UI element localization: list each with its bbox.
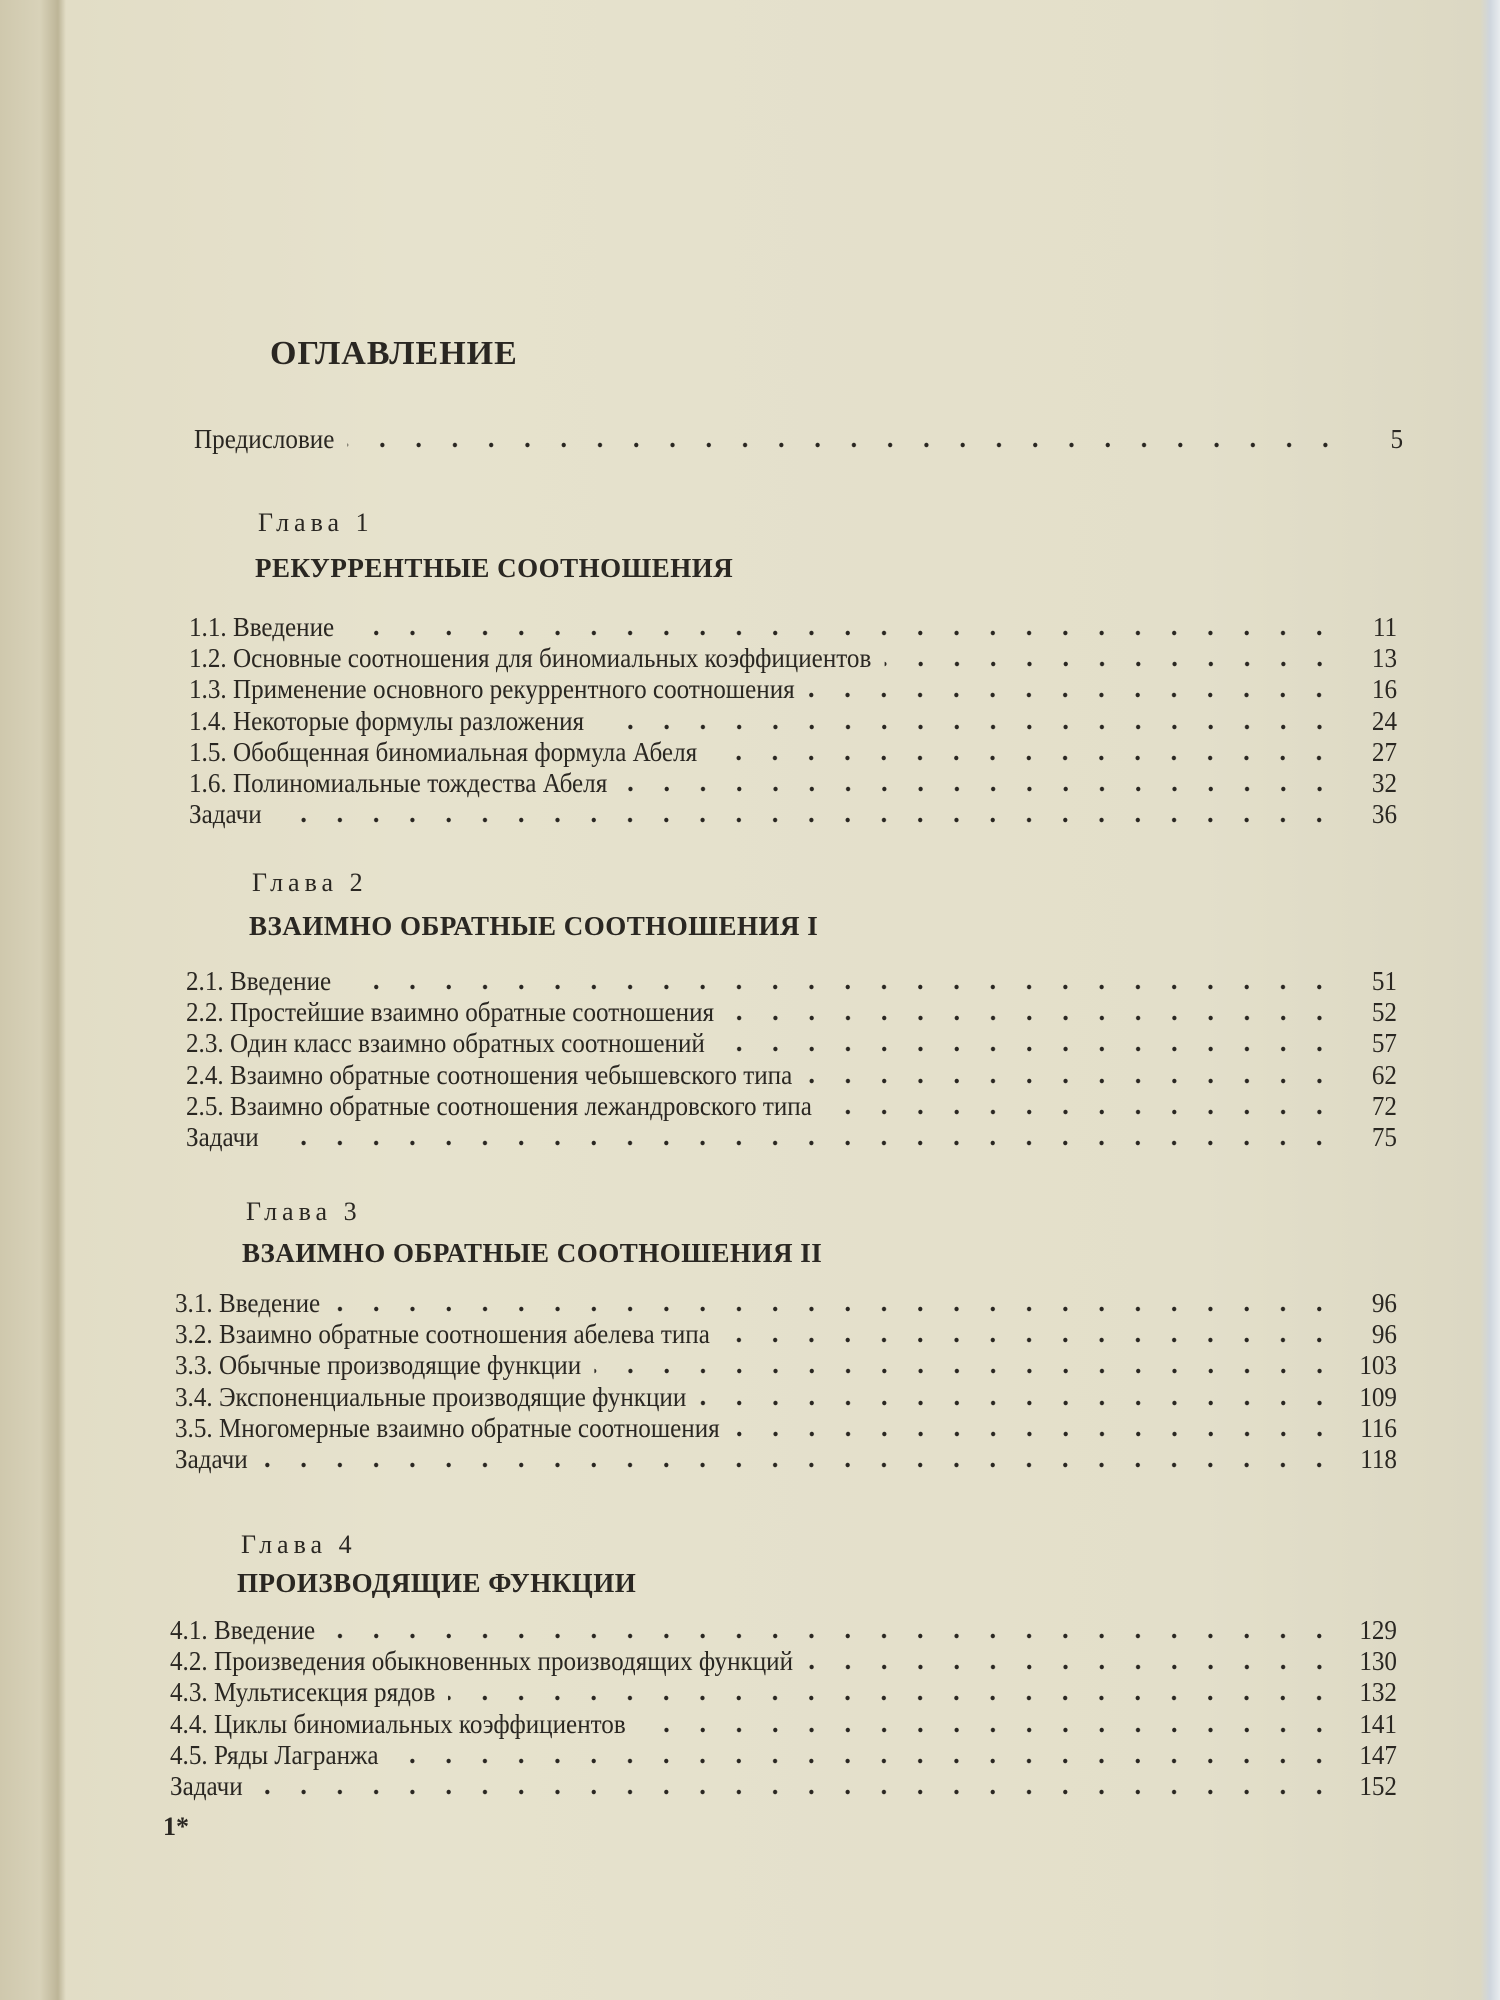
page-title: ОГЛАВЛЕНИЕ <box>270 335 518 372</box>
entry-page: 32 <box>1371 768 1397 798</box>
entry-page: 27 <box>1371 736 1397 767</box>
dot-leader <box>448 1694 1337 1702</box>
toc-entry <box>186 997 1397 1028</box>
entry-page: 103 <box>1359 1350 1397 1381</box>
dot-leader <box>597 723 1337 731</box>
entry-label: Задачи <box>189 799 262 830</box>
dot-leader <box>344 983 1337 991</box>
chapter-title: ПРОИЗВОДЯЩИЕ ФУНКЦИИ <box>237 1568 637 1598</box>
entry-page: 24 <box>1371 705 1397 736</box>
dot-leader <box>639 1726 1338 1734</box>
entry-page: 130 <box>1359 1646 1397 1677</box>
chapter-number: Глава 4 <box>241 1530 357 1559</box>
toc-entry <box>186 966 1397 997</box>
chapter-title: ВЗАИМНО ОБРАТНЫЕ СООТНОШЕНИЯ I <box>249 911 819 941</box>
dot-leader <box>710 754 1337 762</box>
toc-entry <box>170 1709 1397 1740</box>
entry-label: 3.3. Обычные производящие функции <box>175 1350 582 1381</box>
entry-page: 75 <box>1371 1122 1397 1152</box>
entry-label: 1.1. Введение <box>189 612 335 642</box>
dot-leader <box>806 1663 1337 1671</box>
dot-leader <box>805 1077 1337 1085</box>
dot-leader <box>699 1399 1337 1407</box>
entry-label: 3.4. Экспоненциальные производящие функции <box>175 1381 687 1412</box>
entry-label: 4.3. Мультисекция рядов <box>170 1677 436 1708</box>
entry-page: 109 <box>1359 1381 1397 1412</box>
dot-leader <box>727 1014 1337 1022</box>
dot-leader <box>594 1367 1337 1375</box>
entry-page: 96 <box>1371 1319 1397 1350</box>
printer-signature: 1* <box>163 1812 189 1841</box>
dot-leader <box>347 441 1343 449</box>
entry-page: 147 <box>1359 1739 1397 1770</box>
entry-page: 129 <box>1359 1615 1397 1645</box>
entry-page: 152 <box>1359 1771 1397 1801</box>
entry-page: 16 <box>1371 674 1397 705</box>
toc-entry <box>186 1028 1397 1059</box>
dot-leader <box>261 1461 1338 1469</box>
entry-page: 132 <box>1359 1677 1397 1708</box>
entry-label: 1.6. Полиномиальные тождества Абеля <box>189 768 608 798</box>
toc-entry <box>189 737 1397 768</box>
entry-page: 52 <box>1371 997 1397 1028</box>
chapter-title: ВЗАИМНО ОБРАТНЫЕ СООТНОШЕНИЯ II <box>242 1238 823 1268</box>
toc-entry <box>189 768 1397 799</box>
toc-entry <box>175 1288 1397 1319</box>
chapter-title: РЕКУРРЕНТНЫЕ СООТНОШЕНИЯ <box>255 553 734 583</box>
toc-entry <box>170 1646 1397 1677</box>
dot-leader <box>808 691 1338 699</box>
entry-page: 62 <box>1371 1059 1397 1090</box>
entry-label: 3.5. Многомерные взаимно обратные соотношения <box>175 1412 720 1443</box>
dot-leader <box>272 1139 1338 1147</box>
toc-entry <box>175 1413 1397 1444</box>
entry-page: 11 <box>1372 612 1397 642</box>
dot-leader <box>620 785 1337 793</box>
entry-label: 2.1. Введение <box>186 966 332 996</box>
toc-entry <box>170 1677 1397 1708</box>
toc-entry <box>186 1091 1397 1122</box>
entry-label: 1.3. Применение основного рекуррентного соотношения <box>189 674 795 705</box>
dot-leader <box>392 1757 1338 1765</box>
chapter-number: Глава 2 <box>252 868 368 897</box>
entry-label: 1.2. Основные соотношения для биномиальных коэффициентов <box>189 643 872 674</box>
dot-leader <box>723 1336 1338 1344</box>
entry-label: 1.4. Некоторые формулы разложения <box>189 705 585 736</box>
toc-entry <box>170 1615 1397 1646</box>
toc-entry <box>175 1319 1397 1350</box>
entry-label: Предисловие <box>194 424 335 454</box>
chapter-number: Глава 3 <box>246 1197 362 1226</box>
entry-page: 36 <box>1371 799 1397 830</box>
entry-label: 4.5. Ряды Лагранжа <box>170 1739 379 1770</box>
entry-label: Задачи <box>175 1444 248 1474</box>
toc-entry <box>170 1771 1397 1802</box>
toc-entry <box>175 1444 1397 1475</box>
toc-entry <box>189 612 1397 643</box>
entry-page: 141 <box>1359 1708 1397 1739</box>
chapter-number: Глава 1 <box>258 508 374 537</box>
toc-entry <box>186 1060 1397 1091</box>
toc-entry <box>189 674 1397 705</box>
entry-label: 3.1. Введение <box>175 1288 321 1318</box>
entry-label: Задачи <box>186 1122 259 1152</box>
toc-entry <box>175 1382 1397 1413</box>
dot-leader <box>275 816 1338 824</box>
toc-entry <box>189 799 1397 830</box>
entry-label: 2.4. Взаимно обратные соотношения чебышевского типа <box>186 1059 793 1090</box>
entry-label: 4.2. Произведения обыкновенных производящих функций <box>170 1646 794 1677</box>
toc-entry-preface <box>194 424 1403 455</box>
entry-page: 57 <box>1371 1028 1397 1059</box>
entry-page: 72 <box>1371 1090 1397 1121</box>
entry-page: 118 <box>1360 1444 1397 1474</box>
toc-entry <box>189 706 1397 737</box>
entry-page: 116 <box>1360 1412 1397 1443</box>
dot-leader <box>256 1788 1338 1796</box>
entry-label: 2.2. Простейшие взаимно обратные соотношения <box>186 997 715 1028</box>
toc-entry <box>186 1122 1397 1153</box>
dot-leader <box>825 1108 1338 1116</box>
dot-leader <box>718 1045 1338 1053</box>
entry-page: 51 <box>1371 966 1397 996</box>
dot-leader <box>328 1632 1337 1640</box>
entry-page: 96 <box>1371 1288 1397 1318</box>
entry-label: 2.5. Взаимно обратные соотношения лежандровского типа <box>186 1090 812 1121</box>
entry-label: 1.5. Обобщенная биномиальная формула Абеля <box>189 736 698 767</box>
entry-label: 2.3. Один класс взаимно обратных соотношений <box>186 1028 705 1059</box>
dot-leader <box>884 660 1337 668</box>
entry-label: 4.1. Введение <box>170 1615 316 1645</box>
toc-entry <box>170 1740 1397 1771</box>
entry-page: 13 <box>1371 643 1397 674</box>
toc-entry <box>175 1350 1397 1381</box>
dot-leader <box>347 629 1337 637</box>
toc-entry <box>189 643 1397 674</box>
dot-leader <box>333 1305 1337 1313</box>
entry-label: 3.2. Взаимно обратные соотношения абелева типа <box>175 1319 710 1350</box>
dot-leader <box>733 1430 1338 1438</box>
entry-label: 4.4. Циклы биномиальных коэффициентов <box>170 1708 626 1739</box>
entry-label: Задачи <box>170 1771 243 1801</box>
entry-page: 5 <box>1390 424 1403 454</box>
